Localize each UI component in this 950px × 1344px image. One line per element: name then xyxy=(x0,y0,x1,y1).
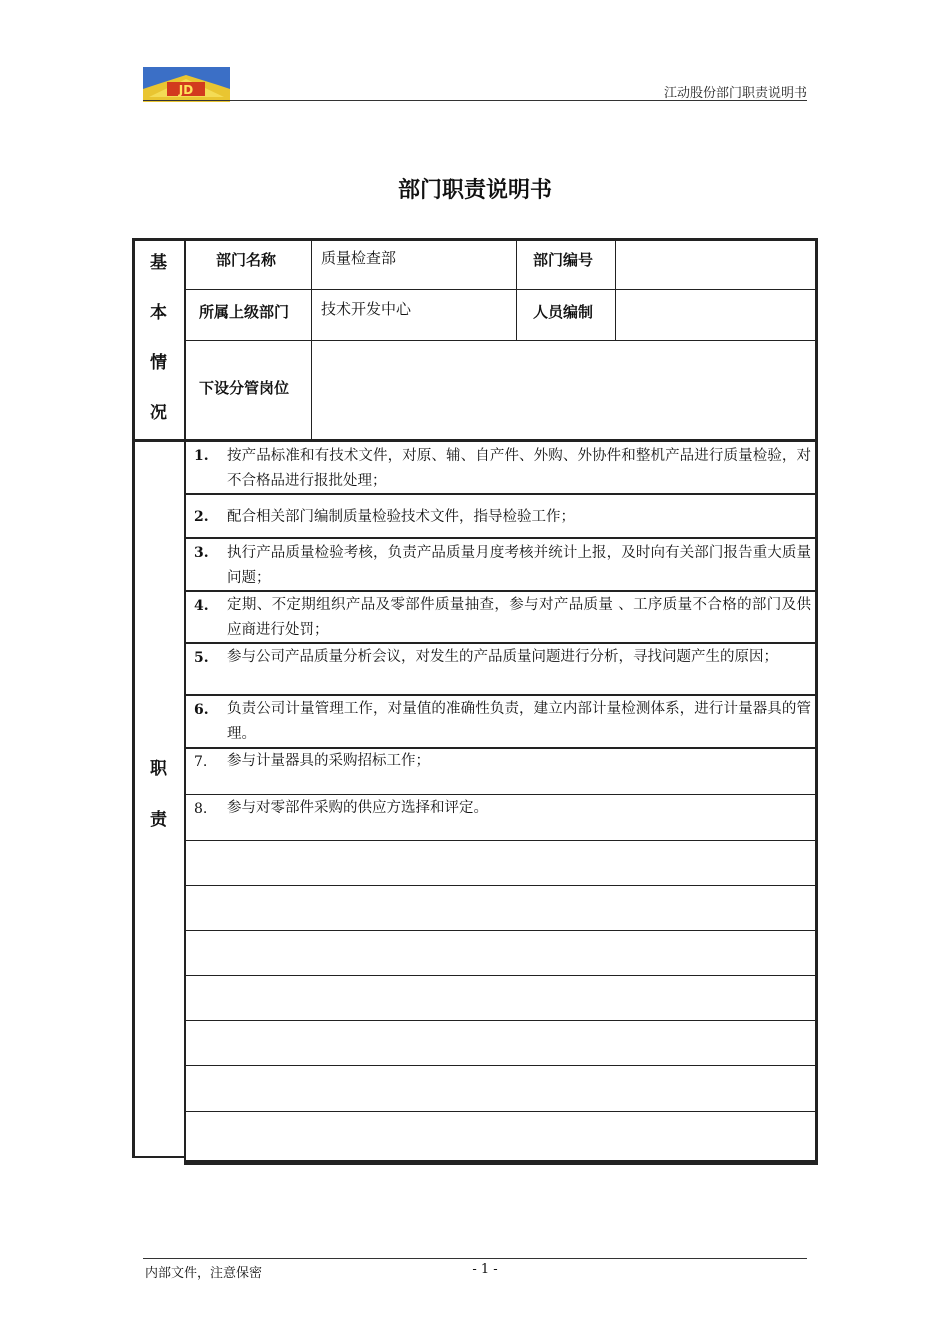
section-label-duties-char: 职 xyxy=(150,759,167,779)
row-divider xyxy=(186,1111,816,1112)
table-border-top xyxy=(132,238,818,241)
row-divider xyxy=(186,794,816,795)
row-divider xyxy=(186,840,816,841)
row-divider xyxy=(186,975,816,976)
table-border-bottom-left xyxy=(132,1156,186,1158)
duty-number: 3. xyxy=(194,545,209,561)
duty-text: 参与公司产品质量分析会议，对发生的产品质量问题进行分析，寻找问题产生的原因； xyxy=(227,649,778,665)
row-divider xyxy=(186,340,816,341)
duty-number: 2. xyxy=(194,509,209,525)
header-title: 江动股份部门职责说明书 xyxy=(663,86,807,101)
section-label-duties-char: 责 xyxy=(150,810,167,830)
section-label-basic-char: 基 xyxy=(150,253,167,273)
company-logo-icon xyxy=(143,67,230,102)
row-divider xyxy=(186,694,816,696)
footer-divider xyxy=(143,1258,807,1259)
duty-number: 5. xyxy=(194,650,209,666)
dept-name-value: 质量检查部 xyxy=(321,249,397,267)
row-divider xyxy=(186,1020,816,1021)
duty-text: 配合相关部门编制质量检验技术文件，指导检验工作； xyxy=(227,509,575,525)
table-border-bottom xyxy=(184,1160,818,1165)
parent-dept-label: 所属上级部门 xyxy=(199,303,290,321)
section-label-basic-char: 况 xyxy=(150,403,167,423)
staffing-label: 人员编制 xyxy=(533,303,594,321)
section-divider xyxy=(132,439,816,442)
duty-text: 执行产品质量检验考核，负责产品质量月度考核并统计上报，及时向有关部门报告重大质量问题； xyxy=(227,545,811,586)
dept-code-label: 部门编号 xyxy=(533,251,594,269)
row-divider xyxy=(186,885,816,886)
positions-label: 下设分管岗位 xyxy=(199,379,290,397)
duty-text: 参与对零部件采购的供应方选择和评定。 xyxy=(227,800,488,816)
row-divider xyxy=(186,289,816,290)
svg-text:JD: JD xyxy=(178,83,194,97)
duty-table xyxy=(132,238,818,1165)
duty-number: 6. xyxy=(194,702,209,718)
table-border-left xyxy=(132,238,135,1157)
row-divider xyxy=(186,537,816,539)
section-label-basic-char: 本 xyxy=(150,303,167,323)
header-divider xyxy=(143,100,807,101)
duty-number: 1. xyxy=(194,448,209,464)
label-column-divider xyxy=(184,238,186,1165)
footer-confidential-note: 内部文件，注意保密 xyxy=(145,1266,263,1281)
parent-dept-value: 技术开发中心 xyxy=(321,300,412,318)
col-divider xyxy=(516,238,517,341)
page-number: - 1 - xyxy=(472,1262,498,1277)
col-divider xyxy=(615,238,616,341)
duty-number: 8. xyxy=(194,801,208,817)
duty-text: 参与计量器具的采购招标工作； xyxy=(227,753,430,769)
duty-text: 按产品标准和有技术文件，对原、辅、自产件、外购、外协件和整机产品进行质量检验，对不合格品进行报批处理； xyxy=(227,448,811,489)
page-title: 部门职责说明书 xyxy=(397,178,552,203)
table-border-right xyxy=(815,238,818,1165)
dept-name-label: 部门名称 xyxy=(216,251,277,269)
row-divider xyxy=(186,1065,816,1066)
duty-text: 定期、不定期组织产品及零部件质量抽查，参与对产品质量 、工序质量不合格的部门及供应商进行处罚； xyxy=(227,597,811,638)
row-divider xyxy=(186,930,816,931)
section-label-basic-char: 情 xyxy=(150,353,167,373)
col-divider xyxy=(311,238,312,440)
duty-text: 负责公司计量管理工作，对量值的准确性负责，建立内部计量检测体系，进行计量器具的管理。 xyxy=(227,701,811,742)
duty-number: 7. xyxy=(194,754,208,770)
duty-number: 4. xyxy=(194,598,209,614)
